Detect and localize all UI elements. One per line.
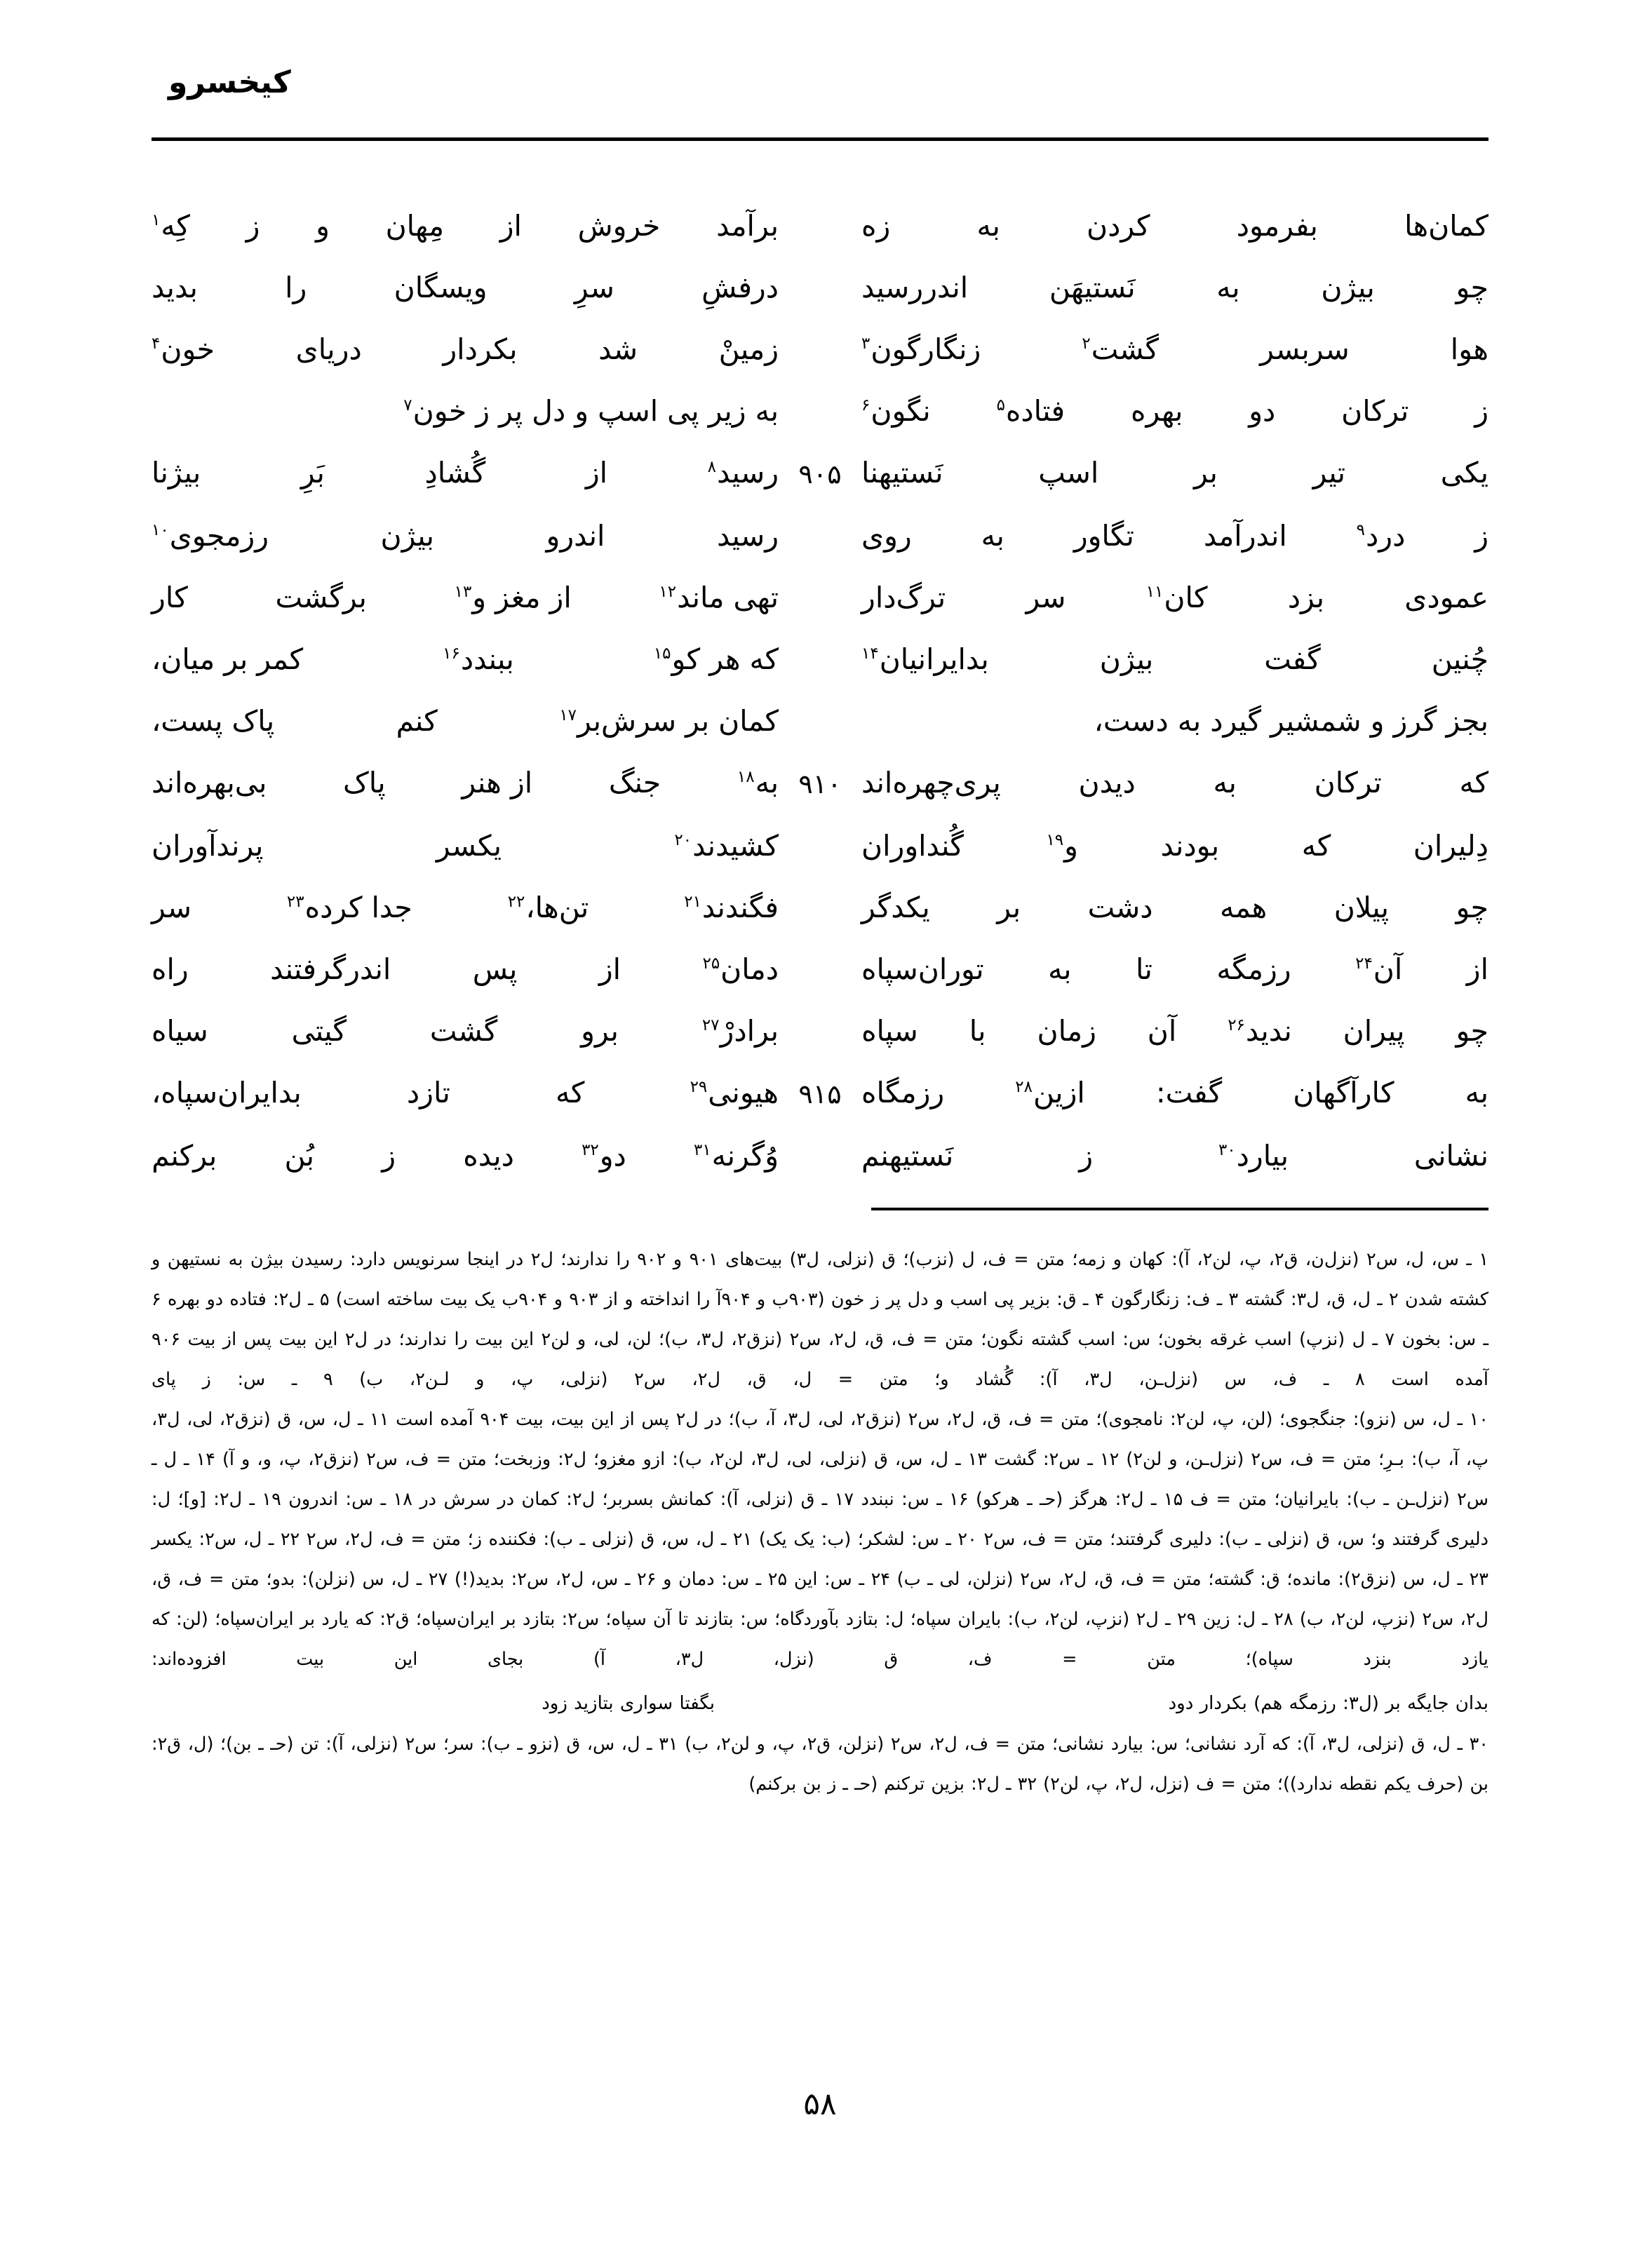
- verse-word: کمان‌ها: [1404, 209, 1488, 243]
- verse-word: بهره: [1130, 394, 1183, 428]
- verse-word: نَستیهنا: [861, 456, 943, 490]
- verse-word: کمر بر میان،: [152, 642, 304, 676]
- apparatus-note-2: ۱۰ ـ ل، س (نزو): جنگجوی؛ (لن، پ، لن٢: نامجوی)؛ متن = ف، ق، ل٢، س٢ (نزق٢، لی، ل٣، آ، ب)؛ در ل٢ پس از این بیت، بیت ۹۰۴ آمده است ۱۱ ـ ل، س، ق (نزق٢، لی، ل٣، پ، آ، ب): بـرِ؛ متن = ف، س٢ (نزل‌ـن، و لن٢) ۱۲ ـ س٢: گشت ۱۳ ـ ل، س، ق (نزلی، لی، ل٣، لن٢، ب): ازو مغزو؛ ل٢: وزبخت؛ متن = ف، س٢ (نزق٢، پ، و، و آ) ۱۴ ـ ل ـ س٢ (نزل‌ـن ـ ب): بایرانیان؛ متن = ف ۱۵ ـ ل٢: هرگز (حـ ـ هرکو) ۱۶ ـ س: نبندد ۱۷ ـ ق (نزلی، آ): کمانش بسربر؛ ل٢: کمان در سرش در ۱۸ ـ س: اندرون ۱۹ ـ ل٢: [و]؛ ل: دلیری گرفتند و؛ س، ق (نزلی ـ ب): دلیری گرفتند؛ متن = ف، س٢ ۲۰ ـ س: لشکر؛ (ب: یک یک) ۲۱ ـ ل، س، ق (نزلی ـ ب): فکننده ز؛ متن = ف، ل٢، س٢ ۲۲ ـ ل، س٢: یکسر ۲۳ ـ ل، س (نزق٢): مانده؛ ق: گشته؛ متن = ف، ق، ل٢، س٢ (نزلن، لی ـ ب) ۲۴ ـ س: این ۲۵ ـ س: دمان و ۲۶ ـ س، ل٢، س٢: بدید(!) ۲۷ ـ ل، س (نزلن): بدو؛ متن = ف، ق، ل٢، س٢ (نزپ، لن٢، ب) ۲۸ ـ ل: زین ۲۹ ـ ل٢ (نزپ، لن٢، ب): بایران سپاه؛ ل: بتازد بآوردگاه؛ س: بتازند تا آن سپاه؛ س٢: بتازد بر ایران‌سپاه؛ ق٢: که یارد بر ایران‌سپاه؛ (لن: که یازد بنزد سپاه)؛ متن = ف، ق (نزل، ل٣، آ) بجای این بیت افزوده‌اند:: [152, 1409, 1489, 1670]
- verse-word: هوا: [1450, 332, 1488, 366]
- couplet: [152, 1001, 1488, 1060]
- hemistich-left: [152, 258, 779, 317]
- hemistich-right: [861, 382, 1488, 440]
- verse-word: کنم: [396, 704, 438, 738]
- verse-word: درد$^۹$: [1356, 519, 1406, 553]
- verse-word: از: [598, 952, 621, 986]
- verse-word: که هر کو$^{۱۵}$: [653, 642, 779, 676]
- verse-word: ویسگان: [394, 271, 488, 304]
- verse-word: سیاه: [152, 1014, 208, 1048]
- apparatus-inset-hemistich-right: بگفتا سواری بتازید زود: [542, 1693, 715, 1714]
- verse-word: چو: [1456, 891, 1488, 924]
- verse-word: ندید$^{۲۶}$: [1228, 1014, 1292, 1048]
- apparatus-marker: ۱: [152, 211, 161, 230]
- couplet: [152, 1126, 1488, 1185]
- verse-word: هیونی$^{۲۹}$: [690, 1076, 779, 1109]
- verse-word: زمینْ: [718, 332, 779, 366]
- apparatus-marker: ۵: [996, 396, 1005, 415]
- verse-word: به$^{۱۸}$: [737, 766, 779, 799]
- verse-word: شد: [598, 332, 638, 366]
- verse-word: به: [981, 519, 1004, 553]
- apparatus-marker: ۲۲: [507, 893, 525, 912]
- verse-word: جنگ: [608, 766, 661, 799]
- verse-word: نشانی: [1413, 1139, 1488, 1173]
- verse-word: پاک: [343, 766, 386, 799]
- verse-number: [779, 1126, 861, 1128]
- verse-number: [779, 940, 861, 941]
- verse-word: برآمد: [716, 209, 779, 243]
- hemistich-left: [152, 630, 779, 689]
- verse-number: ۹۰۵: [798, 459, 842, 490]
- apparatus-marker: ۳: [861, 335, 871, 353]
- verse-word: بدید: [152, 271, 198, 304]
- verse-word: عمودی: [1404, 581, 1488, 614]
- hemistich-left: [152, 382, 779, 440]
- apparatus-marker: ۲۷: [701, 1016, 720, 1035]
- verse-word: به: [1213, 766, 1237, 799]
- verse-number: [779, 878, 861, 879]
- verse-word: زمان: [1037, 1014, 1096, 1048]
- apparatus-marker: ۱۶: [443, 644, 460, 663]
- apparatus-inset-couplet: [152, 1684, 1488, 1723]
- verse-word: بَرِ: [300, 456, 325, 490]
- verse-word: آن$^{۲۴}$: [1355, 952, 1403, 986]
- verse-word: گشت: [429, 1014, 498, 1048]
- couplet: [152, 568, 1488, 627]
- verse-word: از هنر: [462, 766, 533, 799]
- verse-word: تازد: [406, 1076, 450, 1109]
- hemistich-left: [152, 196, 779, 255]
- verse-word: نَستیهَن: [1049, 271, 1136, 304]
- verse-word: جدا کرده$^{۲۳}$: [286, 891, 412, 924]
- apparatus-note-1: ۱ ـ س، ل، س٢ (نزل‌ن، ق٢، پ، لن٢، آ): کهان و زمه؛ متن = ف، ل (نزب)؛ ق (نزلی، ل٣) بیت‌های ۹۰۱ و ۹۰۲ را ندارند؛ ل٢ در اینجا سرنویس دارد: رسیدن بیژن به نستیهن و کشته شدن ۲ ـ ل، ق، ل٣: گشته ۳ ـ ف: زنگارگون ۴ ـ ق: بزیر پی اسب و دل پر ز خون (۹۰۳ب و ۹۰۴آ را انداخته و از ۹۰۳ و ۹۰۴ب یک بیت ساخته است) ۵ ـ ل٢: فتاده دو بهره ۶ ـ س: بخون ۷ ـ ل (نزپ) اسب غرقه بخون؛ س: اسب گشته نگون؛ متن = ف، ق، ل٢، س٢ (نزق٢، ل٣، ب)؛ لن، لی، و لن٢ این بیت را ندارند؛ در ل٢ این بیت پس از بیت ۹۰۶ آمده است ۸ ـ ف، س (نزل‌ـن، ل٣، آ): گُشاد و؛ متن = ل، ق، ل٢، س٢ (نزلی، پ، و لـن٢، ب) ۹ ـ س: ز پای: [152, 1249, 1489, 1390]
- verse-word: با: [969, 1014, 986, 1048]
- verse-word: دو: [1249, 394, 1276, 428]
- verse-word: رزمگه: [1216, 952, 1291, 986]
- hemistich-left: [152, 1126, 779, 1185]
- verse-word: بیارد$^{۳۰}$: [1218, 1139, 1289, 1173]
- hemistich-left: [152, 568, 779, 627]
- apparatus-marker: ۱۵: [653, 644, 671, 663]
- verse-word: بکردار: [443, 332, 518, 366]
- verse-word: اندرو: [546, 519, 605, 553]
- verse-word: رسید: [716, 519, 779, 553]
- verse-number: [779, 258, 861, 259]
- verse-word: دو$^{۳۲}$: [582, 1139, 626, 1173]
- verse-word: ز: [382, 1139, 396, 1173]
- verse-word: زه: [861, 209, 891, 243]
- verse-word: کِه$^۱$: [152, 209, 190, 243]
- verse-word: بدایرانیان$^{۱۴}$: [861, 642, 989, 676]
- verse-word: به: [1465, 1076, 1488, 1109]
- hemistich-right: [861, 568, 1488, 627]
- verse-word: اندرآمد: [1203, 519, 1287, 553]
- verse-word: ز: [1474, 519, 1488, 553]
- verse-number: [779, 630, 861, 631]
- hemistich-right: [861, 816, 1488, 875]
- verse-word: از: [499, 209, 522, 243]
- verse-word: از مغز و$^{۱۳}$: [454, 581, 572, 614]
- verse-word: بفرمود: [1236, 209, 1318, 243]
- verse-word: همه: [1219, 891, 1268, 924]
- couplet: [152, 196, 1488, 255]
- verse-word: پاک پست،: [152, 704, 275, 738]
- verse-word: دریای: [295, 332, 362, 366]
- verse-word: و$^{۱۹}$: [1046, 829, 1078, 863]
- apparatus-marker: ۱۲: [659, 583, 677, 602]
- verse-word: دیدن: [1078, 766, 1136, 799]
- hemistich-right: [861, 320, 1488, 379]
- hemistich-right: [861, 1001, 1488, 1060]
- verse-word: ز: [246, 209, 260, 243]
- verse-word: که: [1459, 766, 1488, 799]
- verse-number: [779, 568, 861, 569]
- verse-word: بُن: [284, 1139, 315, 1173]
- hemistich-right: [861, 753, 1488, 812]
- couplet: [152, 630, 1488, 689]
- hemistich-left: [152, 816, 779, 875]
- verse-word: گفت: [1264, 642, 1321, 676]
- couplet: [152, 382, 1488, 440]
- verse-word: بزد: [1287, 581, 1325, 614]
- apparatus-note-3: ۳۰ ـ ل، ق (نزلی، ل٣، آ): که آرد نشانی؛ س: بیارد نشانی؛ متن = ف، ل٢، س٢ (نزلن، ق٢، پ، و لن٢، ب) ۳۱ ـ ل، س، ق (نزو ـ ب): سر؛ س٢ (نزلی، آ): تن (حـ ـ بن)؛ (ل، ق٢: بن (حرف یکم نقطه ندارد))؛ متن = ف (نزل، ل٢، پ، لن٢) ۳۲ ـ ل٢: بزین ترکنم (حـ ـ ز بن برکنم): [152, 1734, 1488, 1795]
- couplet: [152, 320, 1488, 379]
- verse-word: رسید$^۸$: [707, 456, 779, 490]
- hemistich-right: [861, 196, 1488, 255]
- verse-word: بودند: [1160, 829, 1220, 863]
- verse-word: پیلان: [1333, 891, 1390, 924]
- folio-number: ۵۸: [803, 2086, 837, 2122]
- verse-number: ۹۱۵: [798, 1079, 842, 1109]
- apparatus-marker: ۲۰: [674, 831, 692, 850]
- hemistich-right: [861, 258, 1488, 317]
- verse-word: زنگارگون$^۳$: [861, 332, 981, 366]
- verse-word: کان$^{۱۱}$: [1145, 581, 1208, 614]
- verse-block: [152, 196, 1488, 1188]
- verse-word: اندررسید: [861, 271, 969, 304]
- verse-word: به: [976, 209, 1000, 243]
- verse-word: سربسر: [1260, 332, 1350, 366]
- apparatus-marker: ۴: [152, 335, 161, 353]
- verse-word: گشت$^۲$: [1082, 332, 1160, 366]
- verse-word: کار: [152, 581, 188, 614]
- apparatus-marker: ۱۸: [737, 768, 755, 787]
- apparatus-marker: ۲۶: [1228, 1016, 1245, 1035]
- hemistich-left: [152, 506, 779, 565]
- verse-number: [779, 382, 861, 383]
- verse-word: کشیدند$^{۲۰}$: [674, 829, 779, 863]
- apparatus-marker: ۸: [707, 458, 716, 477]
- verse-word: خون$^۴$: [152, 332, 215, 366]
- apparatus-marker: ۲۵: [702, 954, 720, 973]
- verse-word: بدایران‌سپاه،: [152, 1076, 302, 1109]
- apparatus-marker: ۲: [1082, 335, 1091, 353]
- verse-word: کردن: [1087, 209, 1150, 243]
- verse-word: سرِ: [574, 271, 614, 304]
- hemistich-right: [861, 506, 1488, 565]
- apparatus-marker: ۱۴: [861, 644, 879, 663]
- verse-word: به: [1048, 952, 1072, 986]
- verse-number: [779, 1001, 861, 1003]
- verse-word: گفت:: [1155, 1076, 1223, 1109]
- verse-word: اندرگرفتند: [270, 952, 391, 986]
- verse-word: ببندد$^{۱۶}$: [443, 642, 514, 676]
- verse-word: پرندآوران: [152, 829, 264, 863]
- couplet: [152, 691, 1488, 750]
- verse-word: سر: [152, 891, 191, 924]
- apparatus-marker: ۱۹: [1046, 831, 1064, 850]
- verse-word: گیتی: [291, 1014, 347, 1048]
- couplet: [152, 1063, 1488, 1123]
- hemistich-left: [152, 320, 779, 379]
- verse-word: بیژن: [1099, 642, 1154, 676]
- verse-word: ازین$^{۲۸}$: [1015, 1076, 1085, 1109]
- apparatus-marker: ۱۳: [454, 583, 472, 602]
- verse-word: رزمجوی$^{۱۰}$: [152, 519, 269, 553]
- verse-number: [779, 196, 861, 198]
- verse-word: سر: [1026, 581, 1066, 614]
- hemistich-left: [152, 443, 779, 502]
- hemistich-left: [152, 1063, 779, 1122]
- running-head: [152, 67, 1488, 98]
- verse-word: برو: [581, 1014, 619, 1048]
- hemistich-left: [152, 940, 779, 999]
- verse-word: اسپ: [1038, 456, 1099, 490]
- verse-word: بیژنا: [152, 456, 201, 490]
- apparatus-marker: ۲۹: [690, 1078, 708, 1097]
- verse-word: بیژن: [380, 519, 435, 553]
- couplet: [152, 940, 1488, 999]
- couplet: [152, 816, 1488, 875]
- apparatus-marker: ۳۰: [1218, 1141, 1236, 1160]
- couplet: [152, 258, 1488, 317]
- hemistich-left: [152, 753, 779, 812]
- verse-word: تن‌ها،$^{۲۲}$: [507, 891, 589, 924]
- verse-word: آن: [1147, 1014, 1177, 1048]
- verse-word: رزمگاه: [861, 1076, 945, 1109]
- verse-word: بی‌بهره‌اند: [152, 766, 267, 799]
- verse-word: مِهان: [385, 209, 445, 243]
- verse-word: بجز گرز و شمشیر گیرد به دست،: [1094, 704, 1488, 738]
- hemistich-left: [152, 878, 779, 937]
- verse-word: به: [1216, 271, 1240, 304]
- verse-number: [779, 506, 861, 508]
- hemistich-right: [861, 1063, 1488, 1122]
- verse-word: که: [555, 1076, 585, 1109]
- running-head-title: کیخسرو: [168, 65, 291, 100]
- hemistich-left: [152, 1001, 779, 1060]
- verse-word: فتاده$^۵$: [996, 394, 1066, 428]
- verse-word: یکسر: [436, 829, 502, 863]
- apparatus-inset-hemistich-left: بدان جایگه بر (ل٣: رزمگه هم) بکردار دود: [1168, 1693, 1488, 1714]
- apparatus-block: [152, 1240, 1488, 1804]
- apparatus-marker: ۶: [861, 396, 871, 415]
- verse-word: را: [285, 271, 307, 304]
- couplet: [152, 506, 1488, 565]
- verse-word: دیده: [463, 1139, 514, 1173]
- verse-word: ترگ‌دار: [861, 581, 946, 614]
- hemistich-right: [861, 630, 1488, 689]
- verse-word: فگندند$^{۲۱}$: [684, 891, 779, 924]
- apparatus-marker: ۲۸: [1015, 1078, 1033, 1097]
- verse-word: گُشادِ: [424, 456, 486, 490]
- verse-word: وُگرنه$^{۳۱}$: [693, 1139, 779, 1173]
- verse-word: تهی ماند$^{۱۲}$: [659, 581, 779, 614]
- verse-word: راه: [152, 952, 189, 986]
- verse-word: ز: [1474, 394, 1488, 428]
- verse-word: به زیر پی اسپ و دل پر ز خون$^۷$: [403, 394, 779, 428]
- verse-word: خروش: [577, 209, 661, 243]
- verse-word: توران‌سپاه: [861, 952, 984, 986]
- couplet: [152, 443, 1488, 504]
- verse-word: تگاور: [1073, 519, 1134, 553]
- verse-word: دِلیران: [1413, 829, 1488, 863]
- couplet: [152, 753, 1488, 814]
- verse-word: یکی: [1440, 456, 1488, 490]
- verse-word: پری‌چهره‌اند: [861, 766, 1001, 799]
- verse-word: برکنم: [152, 1139, 217, 1173]
- hemistich-right: [861, 940, 1488, 999]
- verse-word: بیژن: [1321, 271, 1375, 304]
- hemistich-right: [861, 691, 1488, 750]
- hemistich-right: [861, 1126, 1488, 1185]
- apparatus-marker: ۲۳: [286, 893, 304, 912]
- verse-word: یکدگر: [861, 891, 930, 924]
- verse-word: برگشت: [275, 581, 367, 614]
- verse-word: پس: [472, 952, 518, 986]
- verse-word: دمان$^{۲۵}$: [702, 952, 779, 986]
- apparatus-marker: ۳۱: [693, 1141, 711, 1160]
- apparatus-marker: ۲۴: [1355, 954, 1373, 973]
- verse-word: نگون$^۶$: [861, 394, 931, 428]
- verse-word: چو: [1456, 1014, 1488, 1048]
- verse-word: کمان بر سرش‌بر$^{۱۷}$: [559, 704, 779, 738]
- running-head-rule: [152, 137, 1488, 141]
- verse-number: [779, 320, 861, 321]
- apparatus-marker: ۲۱: [684, 893, 701, 912]
- apparatus-marker: ۱۷: [559, 706, 577, 725]
- apparatus-marker: ۷: [403, 396, 412, 415]
- verse-word: ترکان: [1314, 766, 1382, 799]
- hemistich-right: [861, 443, 1488, 502]
- verse-word: تیر: [1312, 456, 1346, 490]
- verse-word: بر: [1193, 456, 1218, 490]
- hemistich-left: [152, 691, 779, 750]
- verse-word: چو: [1456, 271, 1488, 304]
- verse-number: [779, 816, 861, 818]
- verse-word: برادرْ$^{۲۷}$: [701, 1014, 779, 1048]
- hemistich-right: [861, 878, 1488, 937]
- verse-word: تا: [1136, 952, 1152, 986]
- apparatus-marker: ۹: [1356, 521, 1366, 540]
- verse-word: نَستیهنم: [861, 1139, 954, 1173]
- apparatus-marker: ۳۲: [582, 1141, 599, 1160]
- apparatus-rule: [871, 1208, 1488, 1210]
- couplet: [152, 878, 1488, 937]
- verse-word: درفشِ: [701, 271, 779, 304]
- verse-word: پیران: [1343, 1014, 1405, 1048]
- verse-word: گُنداوران: [861, 829, 964, 863]
- verse-word: از: [1466, 952, 1488, 986]
- verse-word: دشت: [1087, 891, 1153, 924]
- verse-number: [779, 691, 861, 693]
- verse-word: که: [1301, 829, 1331, 863]
- verse-word: چُنین: [1431, 642, 1488, 676]
- verse-word: ترکان: [1341, 394, 1409, 428]
- verse-word: سپاه: [861, 1014, 918, 1048]
- verse-word: روی: [861, 519, 912, 553]
- verse-word: بر: [997, 891, 1021, 924]
- verse-word: کارآگهان: [1293, 1076, 1394, 1109]
- verse-word: از: [585, 456, 608, 490]
- apparatus-marker: ۱۰: [152, 521, 169, 540]
- verse-word: و: [316, 209, 330, 243]
- verse-word: ز: [1079, 1139, 1094, 1173]
- apparatus-marker: ۱۱: [1145, 583, 1164, 602]
- verse-number: ۹۱۰: [798, 769, 842, 799]
